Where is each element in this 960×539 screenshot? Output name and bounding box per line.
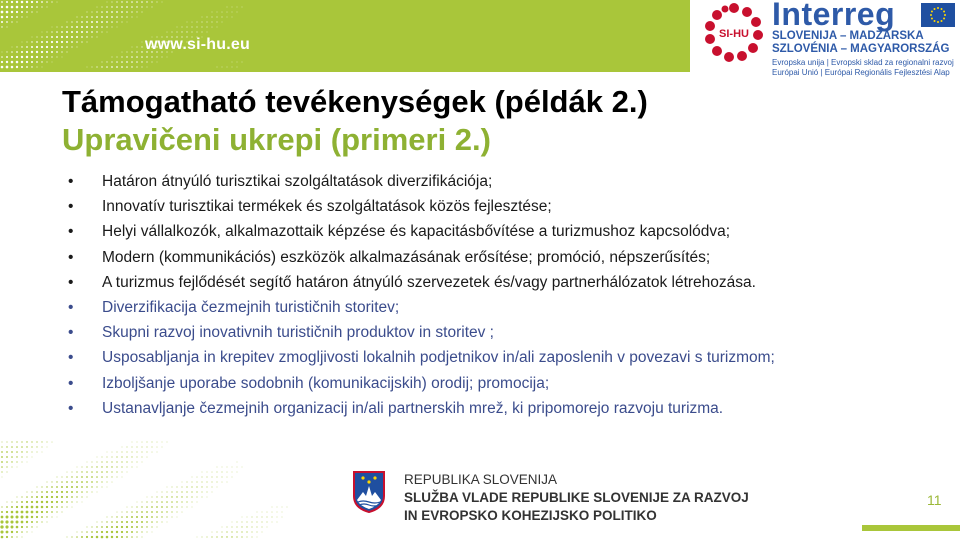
bullet-icon: •: [68, 374, 74, 392]
government-name-line3: IN EVROPSKO KOHEZIJSKO POLITIKO: [404, 508, 657, 523]
footer-wave: [0, 440, 380, 539]
bullet-icon: •: [68, 349, 74, 367]
list-item: [62, 396, 775, 421]
interreg-logo: [695, 0, 960, 82]
list-item-text: Usposabljanja in krepitev zmogljivosti lokalnih podjetnikov in/ali zaposlenih v povezavi s turizmom;: [102, 349, 775, 367]
list-item: [62, 245, 775, 270]
slovenia-coat-of-arms-icon: [352, 470, 386, 514]
bullet-icon: •: [68, 273, 74, 291]
footer-accent-bar: [862, 525, 960, 531]
government-name-line1: REPUBLIKA SLOVENIJA: [404, 472, 558, 487]
activity-list: [62, 169, 775, 421]
title-slovenian: Upravičeni ukrepi (primeri 2.): [62, 122, 491, 157]
programme-name-hu: SZLOVÉNIA – MAGYARORSZÁG: [772, 43, 950, 55]
bullet-icon: •: [68, 223, 74, 241]
bullet-icon: •: [68, 399, 74, 417]
website-link[interactable]: www.si-hu.eu: [145, 36, 250, 53]
list-item: [62, 169, 775, 194]
list-item-text: Diverzifikacija čezmejnih turističnih storitev;: [102, 298, 400, 316]
bullet-icon: •: [68, 173, 74, 190]
list-item-text: Helyi vállalkozók, alkalmazottaik képzése és kapacitásbővítése a turizmushoz kapcsolódva;: [102, 223, 731, 241]
list-item-text: Innovatív turisztikai termékek és szolgáltatások közös fejlesztése;: [102, 198, 552, 216]
eu-flag-icon: [921, 3, 955, 27]
list-item-text: Skupni razvoj inovativnih turističnih produktov in storitev ;: [102, 324, 494, 342]
si-hu-logo-icon: [703, 2, 765, 64]
bullet-icon: •: [68, 198, 74, 216]
list-item-text: Határon átnyúló turisztikai szolgáltatások diverzifikációja;: [102, 173, 493, 190]
page-number: 11: [927, 492, 942, 508]
list-item: [62, 219, 775, 244]
list-item: [62, 345, 775, 370]
bullet-icon: •: [68, 248, 74, 266]
header-banner: [0, 0, 690, 72]
government-name-line2: SLUŽBA VLADE REPUBLIKE SLOVENIJE ZA RAZVOJ: [404, 490, 749, 505]
list-item-text: Modern (kommunikációs) eszközök alkalmazásának erősítése; promóció, népszerűsítés;: [102, 248, 711, 266]
list-item: [62, 295, 775, 320]
fund-caption-hu: Európai Unió | Európai Regionális Fejlesztési Alap: [772, 68, 950, 77]
list-item-text: Izboljšanje uporabe sodobnih (komunikacijskih) orodij; promocija;: [102, 374, 550, 392]
interreg-wordmark: Interreg: [772, 0, 896, 32]
title-hungarian: Támogatható tevékenységek (példák 2.): [62, 84, 648, 119]
list-item-text: Ustanavljanje čezmejnih organizacij in/ali partnerskih mrež, ki pripomorejo razvoju turizma.: [102, 399, 724, 417]
list-item-text: A turizmus fejlődését segítő határon átnyúló szervezetek és/vagy partnerhálózatok létrehozása.: [102, 273, 756, 291]
wave-pattern-icon: [0, 0, 690, 72]
wave-pattern-icon: [0, 440, 380, 539]
fund-caption-sl: Evropska unija | Evropski sklad za regionalni razvoj: [772, 58, 954, 67]
list-item: [62, 194, 775, 219]
list-item: [62, 320, 775, 345]
programme-name-sl: SLOVENIJA – MADŽARSKA: [772, 30, 924, 42]
si-hu-mark-text: SI-HU: [719, 28, 749, 40]
list-item: [62, 270, 775, 295]
bullet-icon: •: [68, 324, 74, 342]
list-item: [62, 371, 775, 396]
bullet-icon: •: [68, 298, 74, 316]
